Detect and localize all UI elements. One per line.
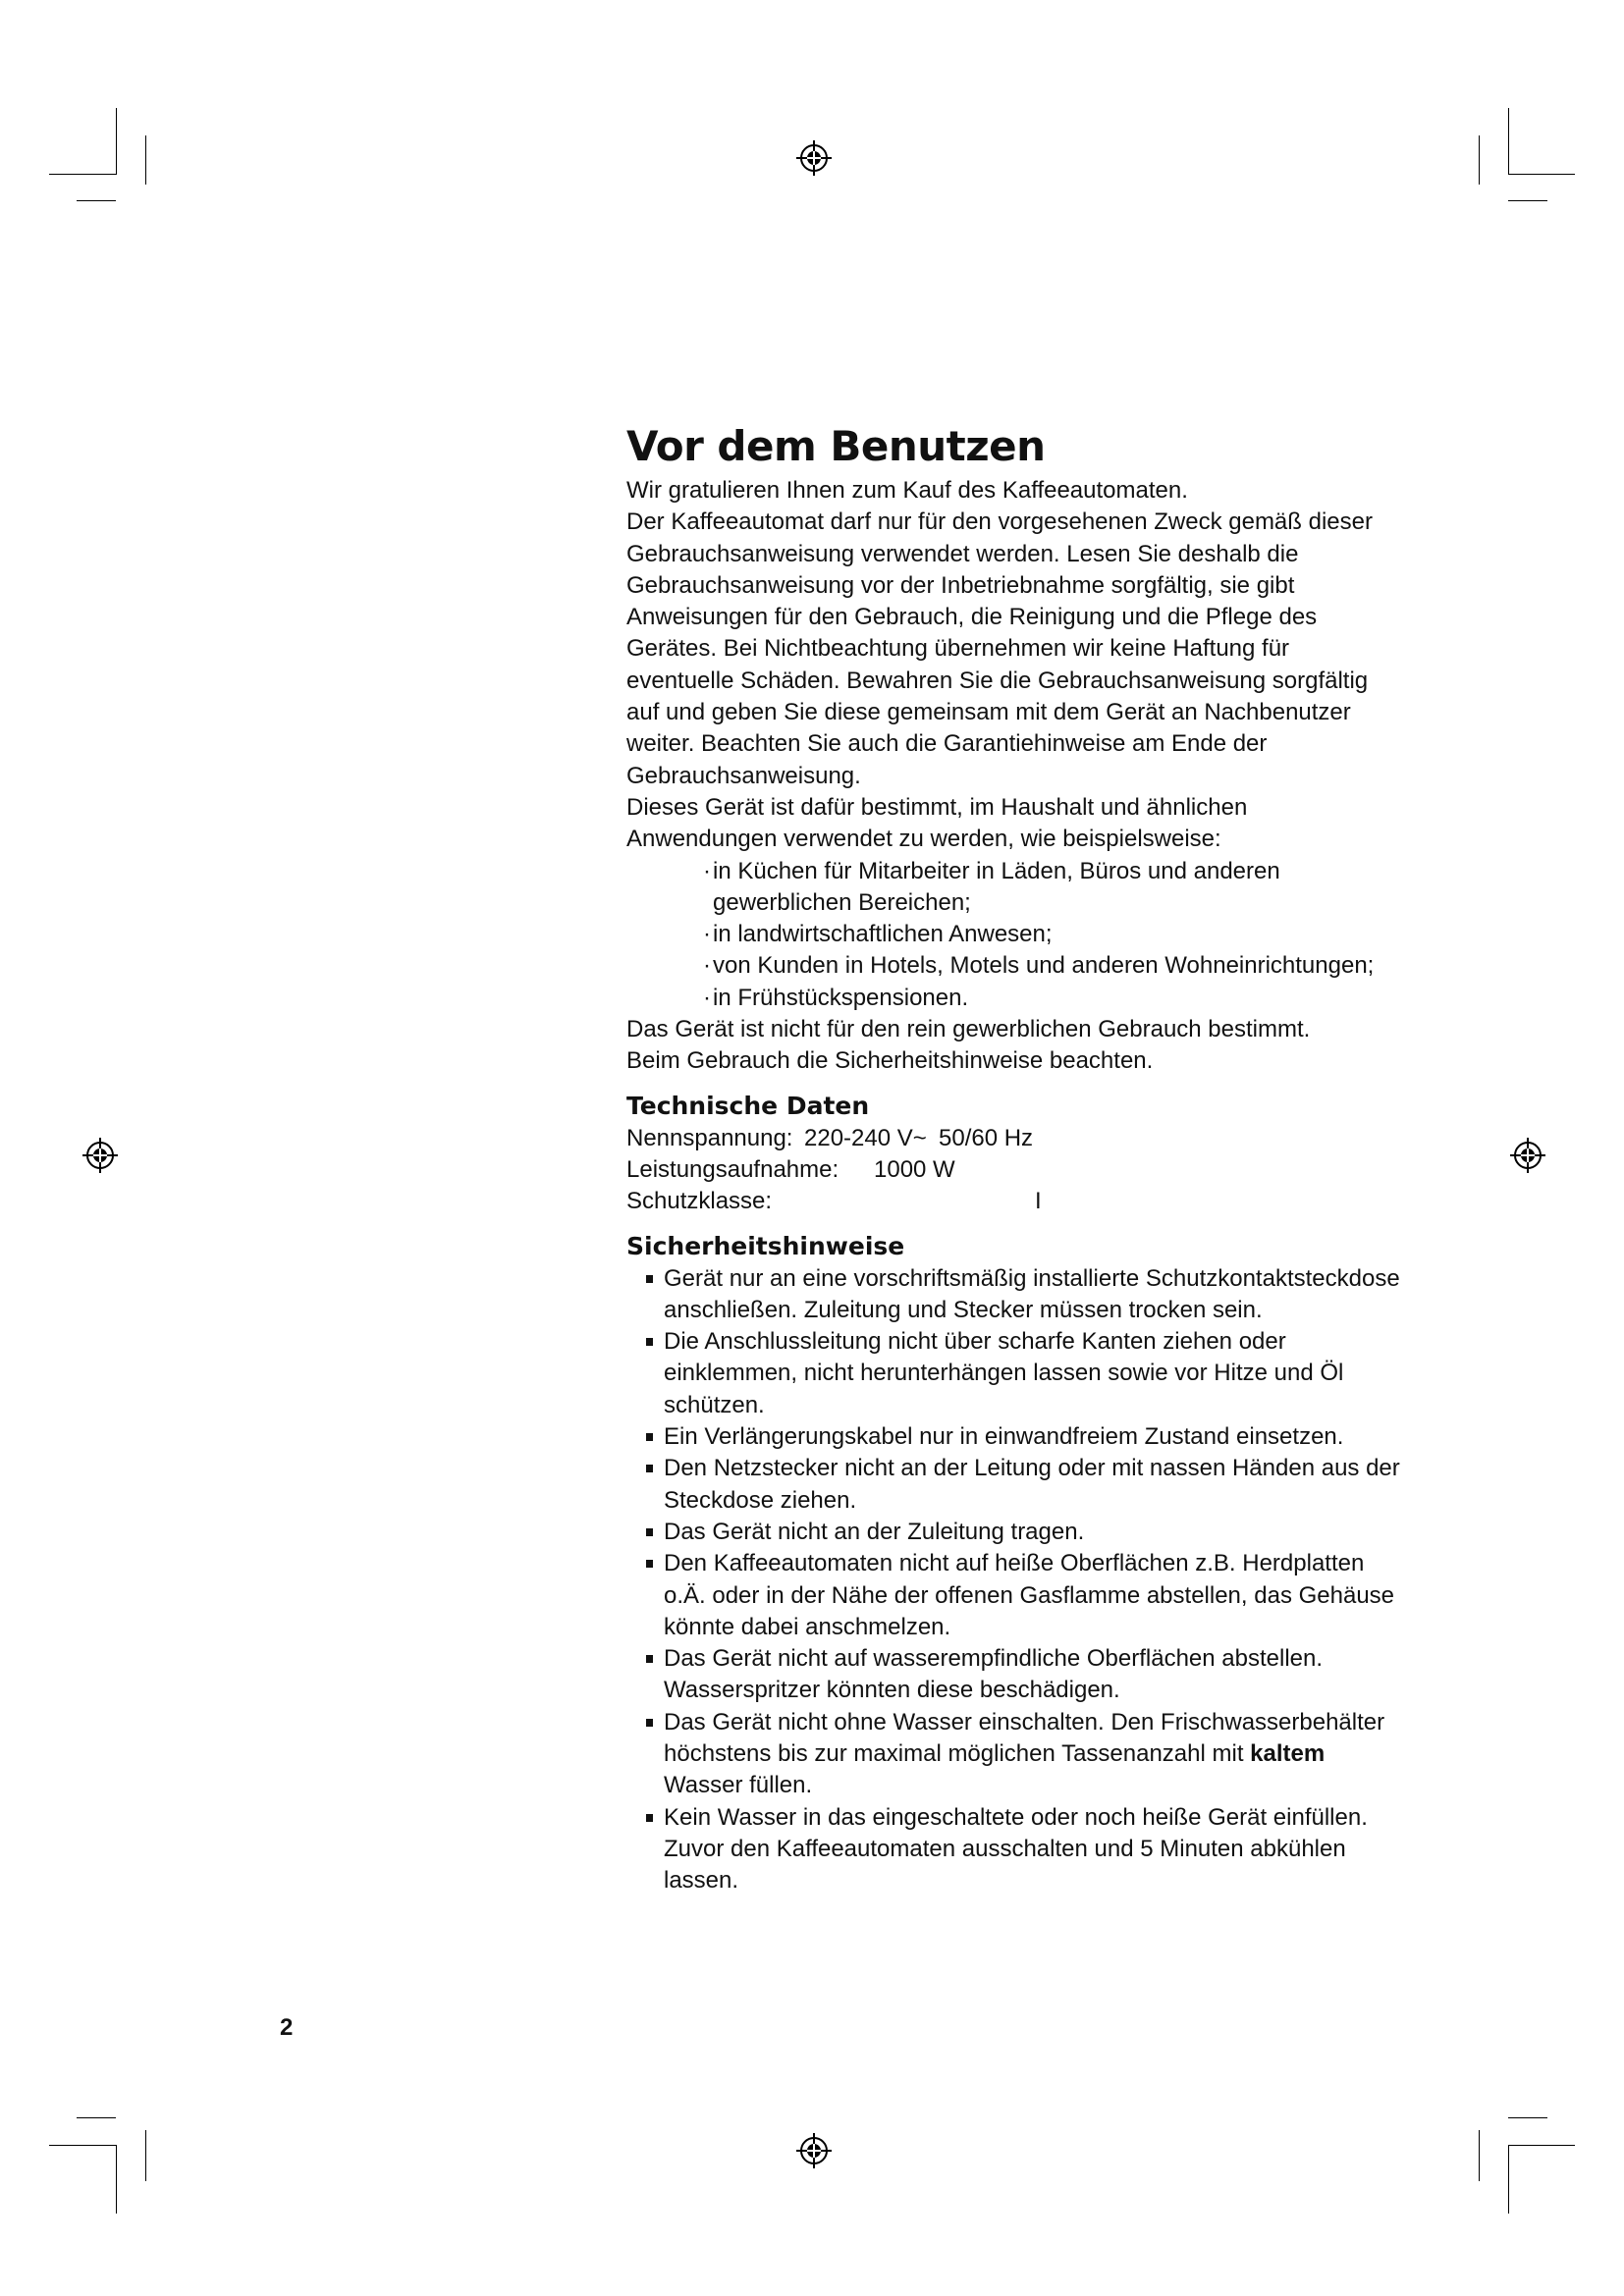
- list-item: Kein Wasser in das eingeschaltete oder noch heiße Gerät einfüllen. Zuvor den Kaffeeautomaten ausschalten und 5 Minuten abkühlen lassen.: [642, 1802, 1402, 1897]
- spec-label: Nennspannung:: [626, 1124, 793, 1151]
- list-item: ·von Kunden in Hotels, Motels und anderen Wohneinrichtungen;: [691, 950, 1402, 982]
- bullet-square-icon: [646, 1655, 653, 1663]
- usage-list: [626, 856, 1402, 1014]
- bullet-square-icon: [646, 1560, 653, 1568]
- crop-mark-tr-v1: [1508, 108, 1509, 175]
- crop-mark-bl-v2: [145, 2130, 146, 2181]
- crop-mark-tl-h2: [77, 200, 116, 201]
- crop-mark-br-h1: [1508, 2145, 1575, 2146]
- crop-mark-tr-v2: [1479, 135, 1480, 185]
- intro-usage: Dieses Gerät ist dafür bestimmt, im Haushalt und ähnlichen Anwendungen verwendet zu werden, wie beispielsweise:: [626, 793, 1248, 853]
- page-title: Vor dem Benutzen: [626, 422, 1046, 470]
- spec-value: I: [1035, 1188, 1042, 1215]
- crop-mark-bl-h1: [49, 2145, 116, 2146]
- crop-mark-tr-h1: [1508, 174, 1575, 175]
- bullet-dot-icon: ·: [703, 984, 711, 1011]
- list-item: ·in Frühstückspensionen.: [691, 983, 1402, 1014]
- spec-row-class: [626, 1186, 1402, 1217]
- spec-value: 220-240 V~: [804, 1124, 927, 1151]
- list-item: Das Gerät nicht an der Zuleitung tragen.: [642, 1517, 1402, 1548]
- crop-mark-tl-h1: [49, 174, 116, 175]
- bullet-square-icon: [646, 1433, 653, 1441]
- list-item: Das Gerät nicht auf wasserempfindliche Oberflächen abstellen. Wasserspritzer könnten diese beschädigen.: [642, 1643, 1402, 1707]
- spec-frequency: 50/60 Hz: [939, 1124, 1034, 1151]
- registration-mark-top: [794, 138, 834, 178]
- crop-mark-bl-v1: [116, 2145, 117, 2214]
- safety-heading: Sicherheitshinweise: [626, 1231, 905, 1260]
- crop-mark-bl-h2: [77, 2117, 116, 2118]
- crop-mark-tr-h2: [1508, 200, 1547, 201]
- bullet-dot-icon: ·: [703, 921, 711, 948]
- crop-mark-br-h2: [1508, 2117, 1547, 2118]
- crop-mark-tl-v2: [145, 135, 146, 185]
- list-item: Ein Verlängerungskabel nur in einwandfreiem Zustand einsetzen.: [642, 1421, 1402, 1453]
- list-item: ·in Küchen für Mitarbeiter in Läden, Büros und anderen gewerblichen Bereichen;: [703, 857, 1280, 916]
- main-content: [626, 420, 1402, 1896]
- outro-commercial: Das Gerät ist nicht für den rein gewerblichen Gebrauch bestimmt.: [626, 1016, 1311, 1043]
- outro-safety-note: Beim Gebrauch die Sicherheitshinweise beachten.: [626, 1047, 1154, 1075]
- spec-row-voltage: [626, 1123, 1402, 1154]
- tech-data-heading: Technische Daten: [626, 1091, 870, 1120]
- bullet-square-icon: [646, 1814, 653, 1822]
- intro-purpose: Der Kaffeeautomat darf nur für den vorgesehenen Zweck gemäß dieser Gebrauchsanweisung verwendet werden. Lesen Sie deshalb die Gebrauchsanweisung vor der Inbetriebnahme sorgfältig, sie gibt Anweisungen für den Gebrauch, die Reinigung und die Pflege des Gerätes. Bei Nichtbeachtung übernehmen wir keine Haftung für eventuelle Schäden. Bewahren Sie die Gebrauchsanweisung sorgfältig auf und geben Sie diese gemeinsam mit dem Gerät an Nachbenutzer weiter. Beachten Sie auch die Garantiehinweise am Ende der Gebrauchsanweisung.: [626, 508, 1373, 789]
- list-item: Die Anschlussleitung nicht über scharfe Kanten ziehen oder einklemmen, nicht herunterhängen lassen sowie vor Hitze und Öl schützen.: [642, 1326, 1402, 1421]
- bullet-square-icon: [646, 1275, 653, 1283]
- registration-mark-right: [1508, 1136, 1547, 1175]
- registration-mark-left: [81, 1136, 120, 1175]
- safety-list: [626, 1263, 1402, 1897]
- bullet-square-icon: [646, 1465, 653, 1472]
- crop-mark-br-v1: [1508, 2145, 1509, 2214]
- spec-value: 1000 W: [874, 1155, 955, 1183]
- crop-mark-br-v2: [1479, 2130, 1480, 2181]
- bullet-dot-icon: ·: [703, 952, 711, 980]
- spec-row-power: [626, 1154, 1402, 1186]
- emphasis-cold: kaltem: [1250, 1739, 1326, 1767]
- spec-label: Schutzklasse:: [626, 1188, 773, 1215]
- bullet-dot-icon: ·: [703, 857, 711, 884]
- spec-label: Leistungsaufnahme:: [626, 1155, 839, 1183]
- intro-greeting: Wir gratulieren Ihnen zum Kauf des Kaffeeautomaten.: [626, 477, 1188, 504]
- bullet-square-icon: [646, 1338, 653, 1346]
- list-item: Den Netzstecker nicht an der Leitung oder mit nassen Händen aus der Steckdose ziehen.: [642, 1453, 1402, 1517]
- list-item: ·in landwirtschaftlichen Anwesen;: [691, 919, 1402, 950]
- list-item: Den Kaffeeautomaten nicht auf heiße Oberflächen z.B. Herdplatten o.Ä. oder in der Nähe der offenen Gasflamme abstellen, das Gehäuse könnte dabei anschmelzen.: [642, 1548, 1402, 1643]
- page-number: 2: [280, 2014, 294, 2041]
- bullet-square-icon: [646, 1528, 653, 1536]
- crop-mark-tl-v1: [116, 108, 117, 175]
- registration-mark-bottom: [794, 2131, 834, 2170]
- tech-specs: [626, 1123, 1402, 1218]
- list-item: Das Gerät nicht ohne Wasser einschalten. Den Frischwasserbehälter höchstens bis zur maximal möglichen Tassenanzahl mit kaltem Wasser füllen.: [642, 1707, 1402, 1802]
- list-item: Gerät nur an eine vorschriftsmäßig installierte Schutzkontaktsteckdose anschließen. Zuleitung und Stecker müssen trocken sein.: [642, 1263, 1402, 1327]
- bullet-square-icon: [646, 1719, 653, 1727]
